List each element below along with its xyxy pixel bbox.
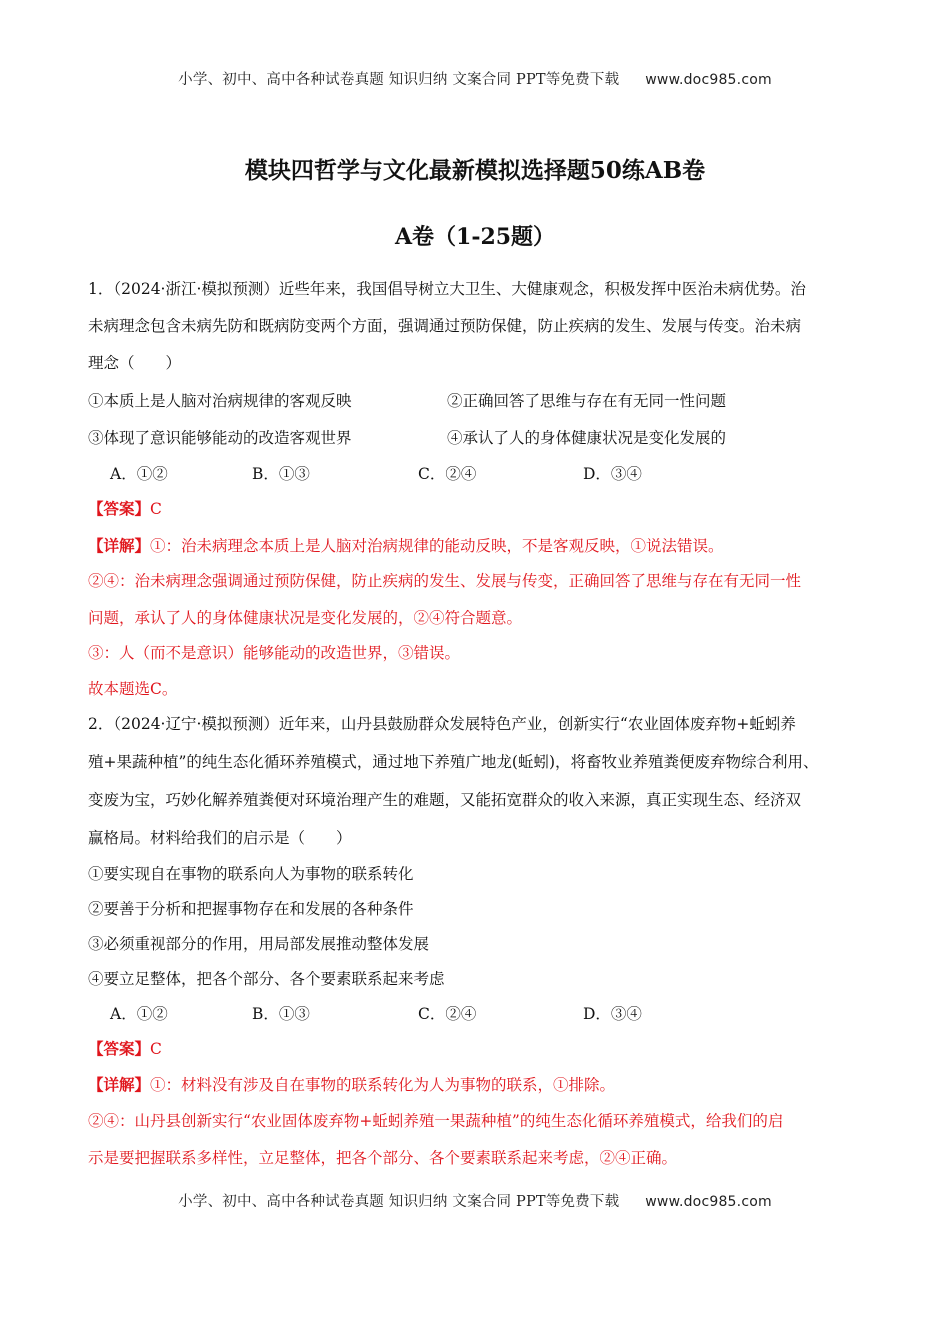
q1-stem-line: 1．（2024·浙江·模拟预测）近些年来，我国倡导树立大卫生、大健康观念，积极发挥中医治未病优势。治: [88, 280, 806, 298]
q2-detail-line: [88, 1074, 615, 1096]
header-site-link[interactable]: www.doc985.com: [645, 72, 772, 88]
footer-text: 小学、初中、高中各种试卷真题 知识归纳 文案合同 PPT等免费下载: [178, 1194, 620, 1210]
detail-tag: 【详解】: [88, 1075, 151, 1094]
section-title: A卷（1-25题）: [394, 224, 556, 250]
q2-option-d: D．③④: [583, 1005, 642, 1023]
answer-tag: 【答案】: [88, 1039, 151, 1058]
q1-answer: [88, 498, 162, 520]
answer-tag: 【答案】: [88, 499, 151, 518]
q1-detail-line: 故本题选C。: [88, 680, 178, 698]
q1-detail-line: 问题，承认了人的身体健康状况是变化发展的，②④符合题意。: [88, 609, 523, 627]
q1-statement: ②正确回答了思维与存在有无同一性问题: [447, 392, 727, 410]
q2-detail-line: 示是要把握联系多样性，立足整体，把各个部分、各个要素联系起来考虑，②④正确。: [88, 1149, 678, 1167]
answer-value: C: [150, 500, 162, 518]
q2-statement: ④要立足整体，把各个部分、各个要素联系起来考虑: [88, 970, 445, 988]
q2-stem-line: 变废为宝，巧妙化解养殖粪便对环境治理产生的难题，又能拓宽群众的收入来源，真正实现生态、经济双: [88, 791, 802, 809]
answer-value: C: [150, 1040, 162, 1058]
q1-detail-line: ③：人（而不是意识）能够能动的改造世界，③错误。: [88, 644, 461, 662]
q1-option-c: C．②④: [418, 465, 477, 483]
q1-detail-line: [88, 535, 724, 557]
q1-statement: ③体现了意识能够能动的改造客观世界: [88, 429, 352, 447]
q2-statement: ①要实现自在事物的联系向人为事物的联系转化: [88, 865, 414, 883]
q1-statement: ④承认了人的身体健康状况是变化发展的: [447, 429, 727, 447]
q2-detail-line: ②④：山丹县创新实行“农业固体废弃物+蚯蚓养殖一果蔬种植”的纯生态化循环养殖模式，给我们的启: [88, 1112, 784, 1130]
q2-statement: ③必须重视部分的作用，用局部发展推动整体发展: [88, 935, 430, 953]
header-text: 小学、初中、高中各种试卷真题 知识归纳 文案合同 PPT等免费下载: [178, 72, 620, 88]
q2-statement: ②要善于分析和把握事物存在和发展的各种条件: [88, 900, 414, 918]
document-title: 模块四哲学与文化最新模拟选择题50练AB卷: [244, 157, 706, 184]
q2-stem-line: 赢格局。材料给我们的启示是（ ）: [88, 829, 352, 847]
detail-text: ①：治未病理念本质上是人脑对治病规律的能动反映，不是客观反映，①说法错误。: [150, 537, 724, 555]
q2-answer: [88, 1038, 162, 1060]
q1-option-b: B．①③: [252, 465, 310, 483]
q2-stem-line: 殖+果蔬种植”的纯生态化循环养殖模式，通过地下养殖广地龙(蚯蚓)，将畜牧业养殖粪便废弃物综合利用、: [88, 753, 819, 771]
page-header: [0, 68, 950, 89]
q1-option-a: A．①②: [110, 465, 168, 483]
detail-tag: 【详解】: [88, 536, 151, 555]
q2-option-a: A．①②: [110, 1005, 168, 1023]
q1-stem-line: 未病理念包含未病先防和既病防变两个方面，强调通过预防保健，防止疾病的发生、发展与传变。治未病: [88, 317, 802, 335]
q2-option-b: B．①③: [252, 1005, 310, 1023]
detail-text: ①：材料没有涉及自在事物的联系转化为人为事物的联系，①排除。: [150, 1076, 616, 1094]
q1-detail-line: ②④：治未病理念强调通过预防保健，防止疾病的发生、发展与传变，正确回答了思维与存在有无同一性: [88, 572, 802, 590]
q1-stem-line: 理念（ ）: [88, 354, 182, 372]
page-footer: [0, 1190, 950, 1211]
q2-option-c: C．②④: [418, 1005, 477, 1023]
footer-site-link[interactable]: www.doc985.com: [645, 1194, 772, 1210]
q1-option-d: D．③④: [583, 465, 642, 483]
q2-stem-line: 2．（2024·辽宁·模拟预测）近年来，山丹县鼓励群众发展特色产业，创新实行“农业固体废弃物+蚯蚓养: [88, 715, 796, 733]
q1-statement: ①本质上是人脑对治病规律的客观反映: [88, 392, 352, 410]
